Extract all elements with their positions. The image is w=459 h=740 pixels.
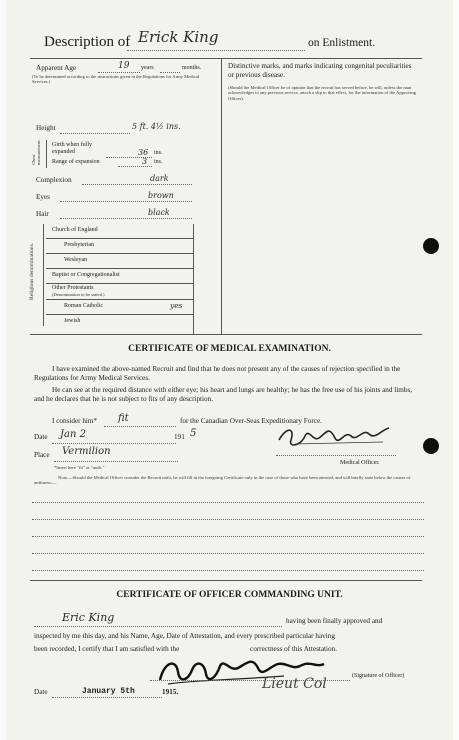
hair-value: black [148,208,170,217]
medical-date-line [52,443,176,444]
medical-paragraph-2: He can see at the required distance with either eye; his heart and lungs are healthy; he has the free use of his joints and limbs, and he declares that he is not subject to fits of any description. [34,386,413,403]
religion-bracket [43,224,44,326]
months-label: months. [182,65,202,71]
signature-of-officer-label: (Signature of Officer) [352,673,405,679]
hair-line [60,218,192,219]
rank-value: Lieut Col [262,676,327,692]
box-divider [221,58,222,334]
recruit-name: Erick King [138,28,219,46]
title-right: on Enlistment. [308,37,376,49]
religion-other-protestants: Other Protestants [52,285,94,291]
religion-box-right [193,224,194,334]
complexion-line [82,184,192,185]
religion-row-line-5 [46,299,193,300]
punch-hole-bottom [423,438,439,454]
religion-jewish: Jewish [64,318,81,324]
distinctive-marks-note: (Should the Medical Officer be of opinion that the recruit has served before, he will, unless the man acknowledges to any previous service, attach a slip to that effect, for the information of the Approving Officer). [228,85,416,101]
consider-label: I consider him* [52,417,98,425]
months-line [160,72,180,73]
unfitness-line-4 [32,553,424,554]
for-cef-label: for the Canadian Over-Seas Expeditionary Force. [180,417,322,425]
co-year-label: 1915. [162,688,179,696]
punch-hole-top [423,238,439,254]
religion-roman-catholic: Roman Catholic [64,303,104,309]
name-line [127,50,305,51]
co-line3a: been recorded, I certify that I am satisfied with the [34,645,180,653]
height-label: Height [36,124,56,132]
distinctive-marks-heading: Distinctive marks, and marks indicating congenital peculiarities or previous disease. [228,62,412,79]
page-edge-right [453,0,459,740]
unfitness-line-1 [32,502,424,503]
box-top-line [30,58,422,59]
years-label: years [141,65,154,71]
age-note: (To be determined according to the instructions given in the Regulations for Army Medical Services.) [32,74,200,85]
religion-wesleyan: Wesleyan [64,257,88,263]
eyes-label: Eyes [36,193,50,201]
medical-date-label: Date [34,433,48,441]
unfitness-note: Note.—Should the Medical Officer consider the Recruit unfit, he will fill in the foregoing Certificate only in the case of those who have been attested, and will briefly state below the causes of unfitness:— [34,475,411,486]
co-name-line [34,626,282,627]
medical-year-digit: 5 [190,428,197,439]
section-separator [30,580,422,581]
place-line [54,461,178,462]
eyes-value: brown [148,191,174,200]
place-value: Vermilion [62,446,111,457]
medical-officer-label: Medical Officer. [340,460,380,466]
expansion-value: 3 [142,157,148,166]
commanding-certificate-title: CERTIFICATE OF OFFICER COMMANDING UNIT. [116,590,343,600]
chest-bracket [46,140,47,168]
title-left: Description of [44,34,131,50]
fit-line [104,426,176,427]
height-line [60,133,130,134]
religion-row-line-4 [46,283,193,284]
medical-year-prefix: 191 [174,433,185,441]
height-value: 5 ft. 4½ ins. [132,122,181,131]
co-date-value: January 5th [82,687,135,696]
expansion-ins: ins. [154,159,163,165]
religion-row-line-1 [46,238,193,239]
medical-officer-signature [275,418,395,454]
chest-measurement-label: Chest measurement. [31,139,42,165]
eyes-line [60,201,192,202]
religion-row-line-3 [46,268,193,269]
medical-officer-line [276,455,396,456]
medical-paragraph-1: I have examined the above-named Recruit and find that he does not present any of the causes of rejection specified in the Regulations for Army Medical Services. [34,365,401,382]
insert-fit-note: *Insert here "fit" or "unfit." [54,465,105,470]
religion-church-of-england: Church of England [52,227,98,233]
apparent-age-label: Apparent Age [36,64,77,72]
unfitness-line-2 [32,519,424,520]
page-edge-left [0,0,6,740]
co-line2: inspected by me this day, and his Name, Age, Date of Attestation, and every prescribed particular having [34,632,335,640]
co-date-line [52,697,162,698]
religious-denominations-label: Religious denominations. [29,242,35,300]
unfitness-line-5 [32,570,424,571]
religion-other-note: (Denomination to be stated.) [52,292,105,297]
place-label: Place [34,451,50,459]
age-line [98,72,140,73]
complexion-value: dark [150,174,169,183]
complexion-label: Complexion [36,176,72,184]
fit-value: fit [118,413,129,424]
co-recruit-name: Eric King [62,611,115,624]
age-years-value: 19 [118,61,130,71]
hair-label: Hair [36,210,49,218]
religion-baptist: Baptist or Congregationalist [52,272,120,278]
girth-value: 36 [138,148,149,157]
co-date-label: Date [34,688,48,696]
religion-presbyterian: Presbyterian [64,242,94,248]
medical-date-value: Jan 2 [60,429,86,440]
unfitness-line-3 [32,536,424,537]
girth-ins: ins. [154,150,163,156]
co-line3b: correctness of this Attestation. [250,645,338,653]
roman-catholic-value: yes [170,301,183,310]
medical-certificate-title: CERTIFICATE OF MEDICAL EXAMINATION. [128,344,331,354]
religion-row-line-6 [46,314,193,315]
box-bottom-line [30,334,422,335]
expansion-label: Range of expansion [52,159,100,165]
religion-row-line-2 [46,253,193,254]
expansion-line [118,166,152,167]
co-line1-tail: having been finally approved and [286,617,383,625]
girth-label: Girth when fully expanded [52,142,92,155]
